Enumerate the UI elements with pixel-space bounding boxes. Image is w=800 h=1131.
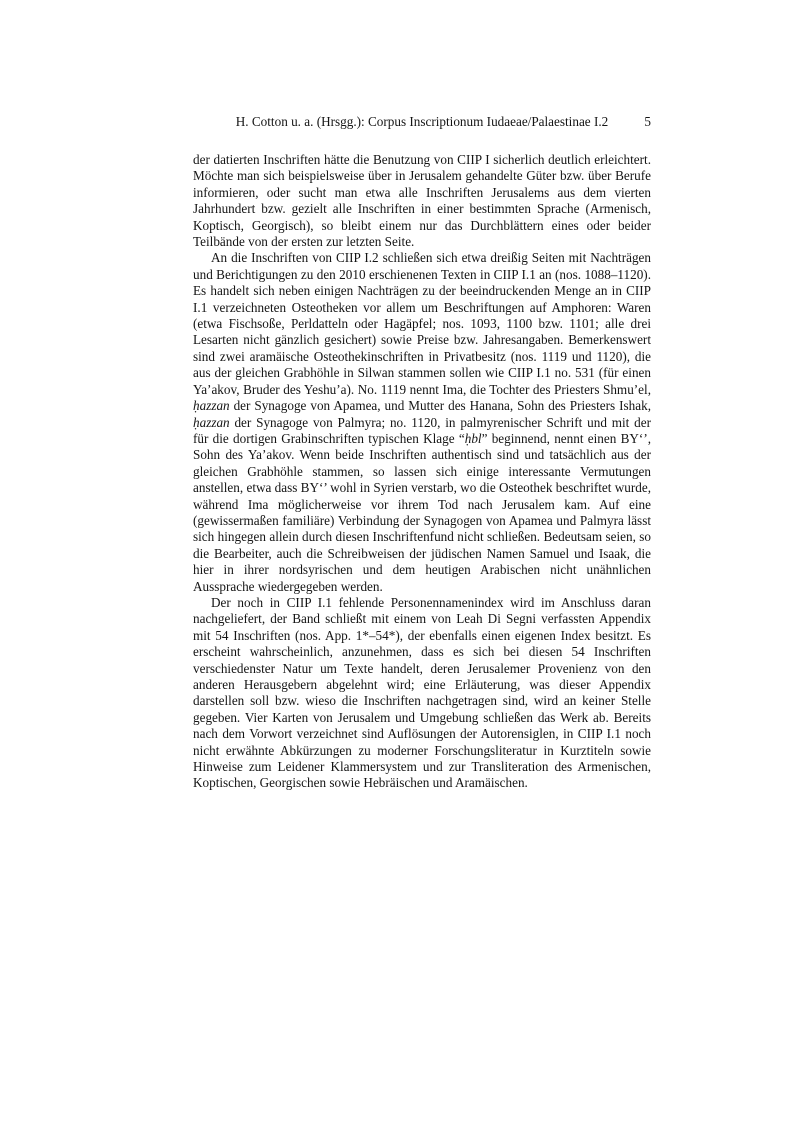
text-run: der datierten Inschriften hätte die Benutzung von CIIP I sicherlich deutlich erleichtert. Möchte man sich beispielsweise über in Jerusalem gehandelte Güter bzw. über Berufe informieren, oder sucht man etwa alle Inschriften Jerusalems aus dem vierten Jahrhundert bzw. gezielt alle Inschriften in einer bestimmten Sprache (Armenisch, Koptisch, Georgisch), so bleibt einem nur das Durchblättern eines oder beider Teilbände von der ersten zur letzten Seite. [193, 152, 651, 250]
running-title: H. Cotton u. a. (Hrsgg.): Corpus Inscriptionum Iudaeae/Palaestinae I.2 [235, 114, 609, 129]
text-run: der Synagoge von Apamea, und Mutter des Hanana, Sohn des Priesters Ishak, [229, 398, 651, 414]
italic-run: ḥazzan [193, 414, 230, 430]
text-run: An die Inschriften von CIIP I.2 schließen sich etwa dreißig Seiten mit Nachträgen und Berichtigungen zu den 2010 erschienenen Texten in CIIP I.1 an (nos. 1088–1120). Es handelt sich neben einigen Nachträgen zu der beeindruckenden Menge an in CIIP I.1 verzeichneten Osteotheken vor allem um Beschriftungen auf Amphoren: Waren (etwa Fischsoße, Perldatteln oder Hagäpfel; nos. 1093, 1100 bzw. 1101; alle drei Lesarten nicht gänzlich gesichert) sowie Preise bzw. Jahresangaben. Bemerkenswert sind zwei aramäische Osteothekinschriften in Privatbesitz (nos. 1119 und 1120), die aus der gleichen Grabhöhle in Silwan stammen sollen wie CIIP I.1 no. 531 (für einen Ya’akov, Bruder des Yeshu’a). No. 1119 nennt Ima, die Tochter des Priesters Shmu’el, [193, 250, 651, 397]
italic-run: ḥazzan [193, 398, 230, 414]
paragraph [193, 250, 651, 595]
running-header [193, 114, 651, 130]
body-text [193, 152, 651, 792]
text-run: ” beginnend, nennt einen BY‘’, Sohn des Ya’akov. Wenn beide Inschriften authentisch sind und tatsächlich aus der gleichen Grabhöhle stammen, so lassen sich einige interessante Vermutungen anstellen, etwa dass BY‘’ wohl in Syrien verstarb, wo die Osteothek beschriftet wurde, während Ima möglicherweise vor ihrem Tod nach Jerusalem kam. Auf eine (gewissermaßen familiäre) Verbindung der Synagogen von Apamea und Palmyra lässt sich hingegen allein durch diesen Inschriftenfund nicht schließen. Bedeutsam seien, so die Bearbeiter, auch die Schreibweisen der jüdischen Namen Samuel und Isaak, die hier in ihrer nordsyrischen und dem heutigen Arabischen nicht unähnlichen Aussprache wiedergegeben werden. [193, 430, 652, 594]
page-number: 5 [644, 114, 651, 129]
text-run: Der noch in CIIP I.1 fehlende Personennamenindex wird im Anschluss daran nachgeliefert, der Band schließt mit einem von Leah Di Segni verfassten Appendix mit 54 Inschriften (nos. App. 1*–54*), der ebenfalls einen eigenen Index besitzt. Es erscheint wahrscheinlich, anzunehmen, dass es sich bei diesen 54 Inschriften verschiedenster Natur um Texte handelt, deren Jerusalemer Provenienz von den anderen Herausgebern abgelehnt wird; eine Erläuterung, was dieser Appendix darstellen soll bzw. wieso die Inschriften nachgetragen sind, wird an keiner Stelle gegeben. Vier Karten von Jerusalem und Umgebung schließen das Werk ab. Bereits nach dem Vorwort verzeichnet sind Auflösungen der Autorensiglen, in CIIP I.1 noch nicht erwähnte Abkürzungen zu moderner Forschungsliteratur in Kurztiteln sowie Hinweise zum Leidener Klammersystem und zur Transliteration des Armenischen, Koptischen, Georgischen sowie Hebräischen und Aramäischen. [193, 594, 651, 791]
italic-run: ḥbl [464, 430, 482, 446]
text-run: der Synagoge von Palmyra; no. 1120, in palmyrenischer Schrift und mit der für die dortigen Grabinschriften typischen Klage “ [193, 414, 651, 446]
paragraph [193, 152, 651, 250]
paragraph [193, 595, 651, 792]
